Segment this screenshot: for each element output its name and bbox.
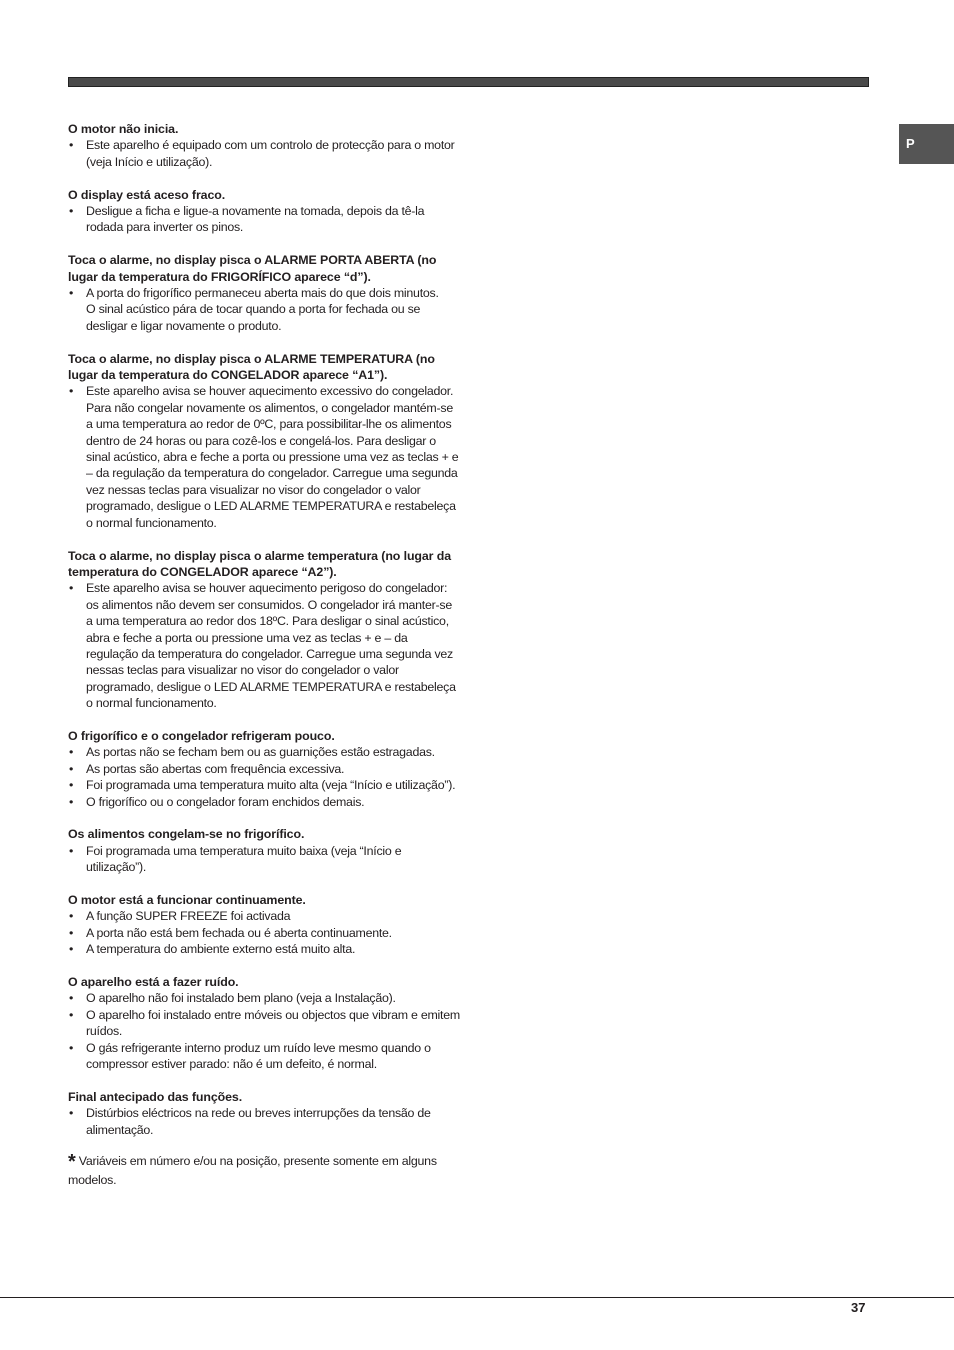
bullet-item [68, 941, 460, 957]
bullet-text: • As portas são abertas com frequência excessiva. [86, 761, 345, 776]
footnote-text: Variáveis em número e/ou na posição, presente somente em alguns modelos. [68, 1154, 437, 1188]
bullet-list [68, 383, 460, 531]
section-title: Toca o alarme, no display pisca o ALARME PORTA ABERTA (no lugar da temperatura do FRIGORÍFICO aparece “d”). [68, 253, 437, 284]
bullet-item [68, 925, 460, 941]
section-title: O frigorífico e o congelador refrigeram pouco. [68, 728, 335, 743]
troubleshooting-section [68, 121, 460, 170]
bullet-text: • Foi programada uma temperatura muito baixa (veja “Início e utilização”). [86, 843, 402, 875]
bullet-item [68, 1105, 460, 1138]
troubleshooting-content [68, 121, 460, 1189]
section-title: O display está aceso fraco. [68, 187, 226, 202]
bullet-text: • Desligue a ficha e ligue-a novamente na tomada, depois da tê-la rodada para inverter os pinos. [86, 204, 425, 235]
bullet-list [68, 843, 460, 876]
bullet-text: • Este aparelho avisa se houver aquecimento excessivo do congelador. [86, 384, 454, 399]
bullet-list [68, 990, 460, 1072]
troubleshooting-section [68, 826, 460, 875]
troubleshooting-section [68, 974, 460, 1072]
section-title: O aparelho está a fazer ruído. [68, 975, 239, 989]
troubleshooting-section [68, 351, 460, 531]
footer-rule [0, 1297, 954, 1298]
troubleshooting-section [68, 252, 460, 334]
bullet-item [68, 908, 460, 924]
bullet-text: • O gás refrigerante interno produz um ruído leve mesmo quando o compressor estiver parado: não é um defeito, é normal. [86, 1040, 431, 1072]
bullet-item [68, 580, 460, 711]
language-tab: P [899, 124, 954, 164]
bullet-item [68, 285, 460, 334]
bullet-text: • A porta do frigorífico permaneceu aberta mais do que dois minutos. [86, 286, 439, 301]
bullet-text: O sinal acústico pára de tocar quando a porta for fechada ou se desligar e ligar novamente o produto. [86, 302, 421, 333]
bullet-text: • Foi programada uma temperatura muito alta (veja “Início e utilização”). [86, 778, 456, 793]
bullet-item [68, 137, 460, 170]
bullet-item [68, 1040, 460, 1073]
section-title: Toca o alarme, no display pisca o ALARME TEMPERATURA (no lugar da temperatura do CONGELADOR aparece “A1”). [68, 351, 435, 383]
bullet-item [68, 843, 460, 876]
troubleshooting-section [68, 1089, 460, 1138]
bullet-list [68, 580, 460, 711]
bullet-item [68, 383, 460, 531]
section-title: O motor não inicia. [68, 122, 179, 136]
bullet-list [68, 1105, 460, 1138]
footnote-asterisk: * [68, 1151, 76, 1174]
bullet-text: • A função SUPER FREEZE foi activada [86, 909, 291, 924]
bullet-text: • O frigorífico ou o congelador foram enchidos demais. [86, 794, 365, 809]
bullet-text: • O aparelho foi instalado entre móveis ou objectos que vibram e emitem ruídos. [86, 1007, 460, 1039]
bullet-text: • Distúrbios eléctricos na rede ou breves interrupções da tensão de alimentação. [86, 1106, 431, 1137]
bullet-text: • A porta não está bem fechada ou é aberta continuamente. [86, 925, 392, 940]
bullet-item [68, 990, 460, 1006]
bullet-list [68, 908, 460, 957]
header-bar [68, 77, 869, 87]
bullet-list [68, 285, 460, 334]
section-title: O motor está a funcionar continuamente. [68, 892, 306, 907]
bullet-text: • Este aparelho é equipado com um controlo de protecção para o motor (veja Início e utilização). [86, 138, 455, 169]
section-title: Os alimentos congelam-se no frigorífico. [68, 827, 305, 842]
page-number: 37 [851, 1300, 866, 1315]
section-title: Final antecipado das funções. [68, 1089, 243, 1104]
bullet-item [68, 1007, 460, 1040]
bullet-text: • A temperatura do ambiente externo está muito alta. [86, 942, 356, 957]
bullet-item [68, 761, 460, 777]
bullet-item [68, 794, 460, 810]
bullet-text: • O aparelho não foi instalado bem plano (veja a Instalação). [86, 991, 396, 1006]
troubleshooting-section [68, 548, 460, 712]
bullet-text: • Este aparelho avisa se houver aquecimento perigoso do congelador: os alimentos não devem ser consumidos. O congelador irá manter-se a uma temperatura ao redor dos 18ºC. Para desligar o sinal acústico, abra e feche a porta ou pressione uma vez as teclas + e – da regulação da temperatura do congelador. Carregue uma segunda vez nessas teclas para visualizar no visor do congelador o valor programado, desligue o LED ALARME TEMPERATURA e restabeleça o normal funcionamento. [86, 581, 456, 711]
section-title: Toca o alarme, no display pisca o alarme temperatura (no lugar da temperatura do CONGELADOR aparece “A2”). [68, 548, 452, 579]
troubleshooting-sections [68, 121, 460, 1138]
bullet-list [68, 137, 460, 170]
troubleshooting-section [68, 187, 460, 236]
bullet-list [68, 203, 460, 236]
bullet-item [68, 777, 460, 793]
troubleshooting-section [68, 728, 460, 810]
footnote [68, 1152, 460, 1189]
bullet-list [68, 744, 460, 810]
bullet-text: Para não congelar novamente os alimentos, o congelador mantém-se a uma temperatura ao redor de 0ºC, para possibilitar-lhe os alimentos dentro de 24 horas ou para cozê-los e congelá-los. Para desligar o sinal acústico, abra e feche a porta ou pressione uma vez as teclas + e – da regulação da temperatura do congelador. Carregue uma segunda vez nessas teclas para visualizar no visor do congelador o valor programado, desligue o LED ALARME TEMPERATURA e restabeleça o normal funcionamento. [86, 400, 459, 530]
bullet-item [68, 203, 460, 236]
bullet-item [68, 744, 460, 760]
troubleshooting-section [68, 892, 460, 958]
bullet-text: • As portas não se fecham bem ou as guarnições estão estragadas. [86, 745, 435, 760]
